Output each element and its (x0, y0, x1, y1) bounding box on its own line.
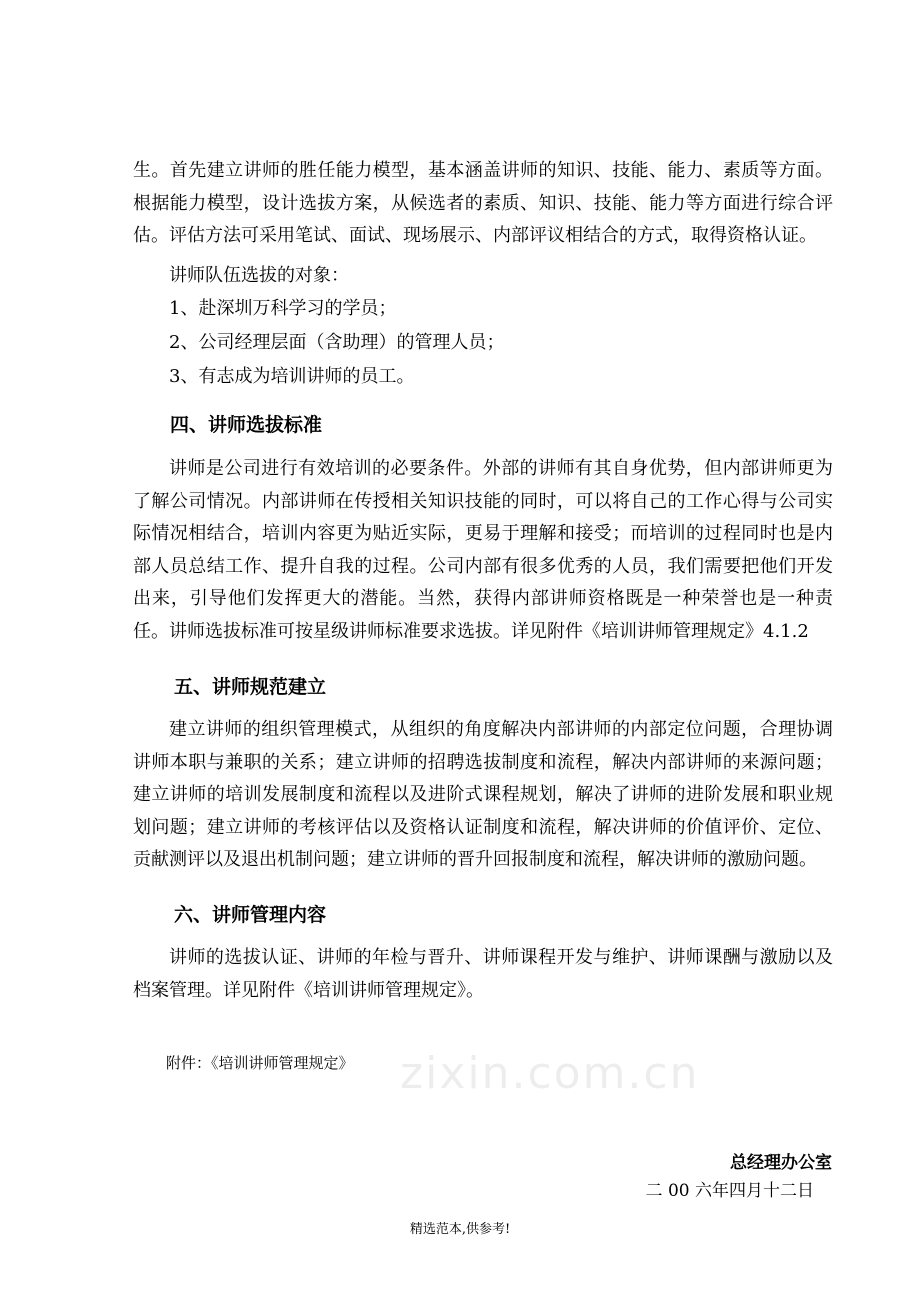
list-item-target-1: 1、赴深圳万科学习的学员； (169, 298, 397, 319)
page-footer: 精选范本,供参考! (409, 1222, 511, 1237)
list-item-target-2: 2、公司经理层面（含助理）的管理人员； (169, 332, 505, 353)
paragraph-norms: 建立讲师的组织管理模式，从组织的角度解决内部讲师的内部定位问题，合理协调讲师本职与兼职的关系；建立讲师的招聘选拔制度和流程，解决内部讲师的来源问题；建立讲师的培训发展制度和流程以及进阶式课程规划，解决了讲师的进阶发展和职业规划问题；建立讲师的考核评估以及资格认证制度和流程，解决讲师的价值评价、定位、贡献测评以及退出机制问题；建立讲师的晋升回报制度和流程，解决讲师的激励问题。 (133, 719, 833, 870)
paragraph-management: 讲师的选拔认证、讲师的年检与晋升、讲师课程开发与维护、讲师课酬与激励以及档案管理。详见附件《培训讲师管理规定》。 (133, 947, 833, 1001)
paragraph-assessment: 生。首先建立讲师的胜任能力模型，基本涵盖讲师的知识、技能、能力、素质等方面。根据能力模型，设计选拔方案，从候选者的素质、知识、技能、能力等方面进行综合评估。评估方法可采用笔试、面试、现场展示、内部评议相结合的方式，取得资格认证。 (133, 160, 833, 246)
watermark: zixin.com.cn (400, 1048, 700, 1099)
attachment-note: 附件：《培训讲师管理规定》 (166, 1054, 354, 1072)
paragraph-selection-standard: 讲师是公司进行有效培训的必要条件。外部的讲师有其自身优势，但内部讲师更为了解公司情况。内部讲师在传授相关知识技能的同时，可以将自己的工作心得与公司实际情况相结合，培训内容更为贴近实际，更易于理解和接受；而培训的过程同时也是内部人员总结工作、提升自我的过程。公司内部有很多优秀的人员，我们需要把他们开发出来，引导他们发挥更大的潜能。当然，获得内部讲师资格既是一种荣誉也是一种责任。讲师选拔标准可按星级讲师标准要求选拔。详见附件《培训讲师管理规定》4.1.2 (133, 458, 833, 642)
signature-office: 总经理办公室 (730, 1153, 832, 1173)
heading-selection-standard: 四、讲师选拔标准 (170, 414, 323, 436)
heading-norms: 五、讲师规范建立 (174, 676, 327, 698)
paragraph-targets-intro: 讲师队伍选拔的对象： (169, 265, 349, 286)
signature-date: 二 00 六年四月十二日 (645, 1181, 814, 1201)
list-item-target-3: 3、有志成为培训讲师的员工。 (169, 366, 415, 387)
heading-management: 六、讲师管理内容 (174, 904, 327, 926)
